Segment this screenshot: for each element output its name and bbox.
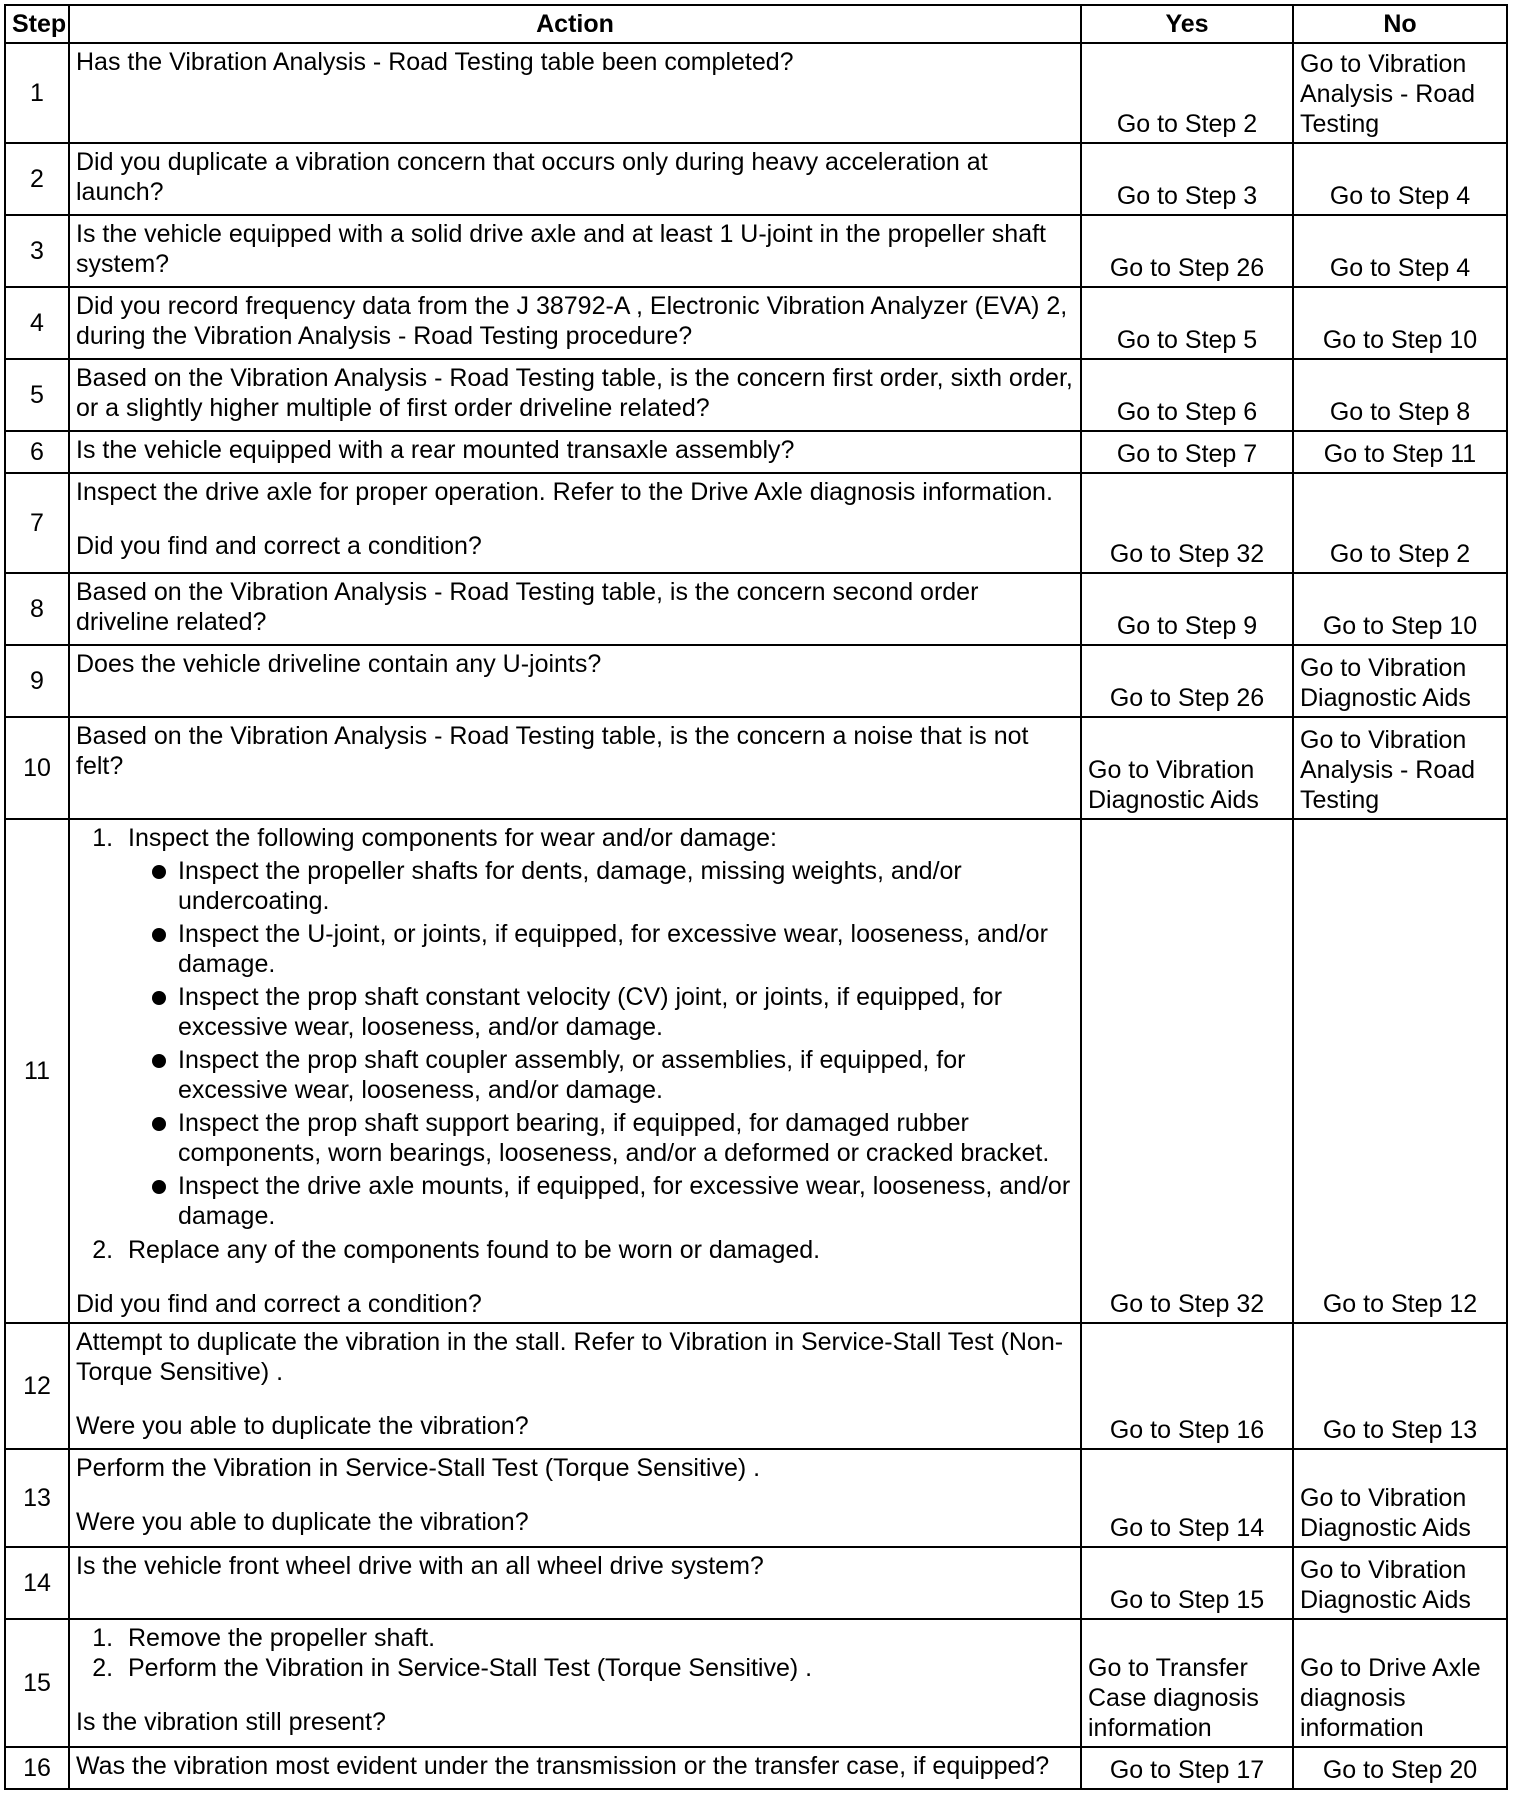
table-row bbox=[5, 1747, 1507, 1789]
no-cell: Go to Step 12 bbox=[1293, 819, 1507, 1323]
no-cell: Go to Drive Axle diagnosis information bbox=[1293, 1619, 1507, 1747]
yes-cell: Go to Step 5 bbox=[1081, 287, 1293, 359]
bullet-item: Inspect the U-joint, or joints, if equipped, for excessive wear, looseness, and/or damage. bbox=[148, 919, 1074, 979]
bullet-item: Inspect the prop shaft constant velocity (CV) joint, or joints, if equipped, for excessive wear, looseness, and/or damage. bbox=[148, 982, 1074, 1042]
table-row bbox=[5, 819, 1507, 1323]
action-cell bbox=[69, 215, 1081, 287]
no-cell: Go to Step 20 bbox=[1293, 1747, 1507, 1789]
table-row bbox=[5, 287, 1507, 359]
table-row bbox=[5, 1619, 1507, 1747]
action-question: Were you able to duplicate the vibration? bbox=[76, 1412, 529, 1440]
yes-cell: Go to Transfer Case diagnosis information bbox=[1081, 1619, 1293, 1747]
action-question: Is the vibration still present? bbox=[76, 1708, 386, 1736]
yes-cell: Go to Step 26 bbox=[1081, 645, 1293, 717]
table-row bbox=[5, 1449, 1507, 1547]
yes-cell: Go to Vibration Diagnostic Aids bbox=[1081, 717, 1293, 819]
no-cell: Go to Step 10 bbox=[1293, 287, 1507, 359]
action-cell bbox=[69, 431, 1081, 473]
action-cell bbox=[69, 287, 1081, 359]
yes-cell: Go to Step 6 bbox=[1081, 359, 1293, 431]
step-number: 2 bbox=[5, 143, 69, 215]
action-cell bbox=[69, 645, 1081, 717]
action-cell bbox=[69, 1619, 1081, 1747]
step-number: 7 bbox=[5, 473, 69, 573]
action-question: Did you find and correct a condition? bbox=[76, 1290, 482, 1318]
step-number: 15 bbox=[5, 1619, 69, 1747]
step-number: 11 bbox=[5, 819, 69, 1323]
action-text: Is the vehicle equipped with a solid drive axle and at least 1 U-joint in the propeller shaft system? bbox=[76, 220, 1047, 278]
action-cell bbox=[69, 143, 1081, 215]
step-number: 6 bbox=[5, 431, 69, 473]
action-text: Was the vibration most evident under the transmission or the transfer case, if equipped? bbox=[76, 1752, 1050, 1780]
action-cell bbox=[69, 717, 1081, 819]
no-cell: Go to Step 10 bbox=[1293, 573, 1507, 645]
table-body-step-11 bbox=[5, 819, 1507, 1323]
table-row bbox=[5, 717, 1507, 819]
table-row bbox=[5, 1547, 1507, 1619]
bullet-item: Inspect the drive axle mounts, if equipped, for excessive wear, looseness, and/or damage. bbox=[148, 1171, 1074, 1231]
diagnostic-table-container bbox=[4, 4, 1506, 1790]
action-numbered-list bbox=[76, 823, 1074, 1265]
header-yes: Yes bbox=[1081, 5, 1293, 43]
action-text: Did you duplicate a vibration concern that occurs only during heavy acceleration at launch? bbox=[76, 148, 988, 206]
header-action: Action bbox=[69, 5, 1081, 43]
no-cell: Go to Vibration Diagnostic Aids bbox=[1293, 1449, 1507, 1547]
action-text: Is the vehicle front wheel drive with an all wheel drive system? bbox=[76, 1552, 764, 1580]
bullet-list bbox=[128, 856, 1074, 1231]
list-item bbox=[120, 823, 1074, 1231]
step-number: 1 bbox=[5, 43, 69, 143]
action-text: Did you record frequency data from the J 38792-A , Electronic Vibration Analyzer (EVA) 2, during the Vibration Analysis - Road Testing procedure? bbox=[76, 292, 1068, 350]
step-number: 10 bbox=[5, 717, 69, 819]
table-row bbox=[5, 43, 1507, 143]
yes-cell: Go to Step 9 bbox=[1081, 573, 1293, 645]
list-item bbox=[120, 1235, 1074, 1265]
action-question: Were you able to duplicate the vibration? bbox=[76, 1508, 529, 1536]
action-cell bbox=[69, 819, 1081, 1323]
yes-cell: Go to Step 26 bbox=[1081, 215, 1293, 287]
table-row bbox=[5, 473, 1507, 573]
no-cell: Go to Vibration Analysis - Road Testing bbox=[1293, 717, 1507, 819]
action-text: Attempt to duplicate the vibration in the stall. Refer to Vibration in Service-Stall Test (Non-Torque Sensitive) . bbox=[76, 1328, 1064, 1386]
bullet-item: Inspect the propeller shafts for dents, damage, missing weights, and/or undercoating. bbox=[148, 856, 1074, 916]
step-number: 12 bbox=[5, 1323, 69, 1449]
action-cell bbox=[69, 1449, 1081, 1547]
bullet-item: Inspect the prop shaft support bearing, if equipped, for damaged rubber components, worn bearings, looseness, and/or a deformed or cracked bracket. bbox=[148, 1108, 1074, 1168]
table-row bbox=[5, 143, 1507, 215]
action-cell bbox=[69, 573, 1081, 645]
no-cell: Go to Step 4 bbox=[1293, 143, 1507, 215]
action-question: Did you find and correct a condition? bbox=[76, 532, 482, 560]
table-body-step-15 bbox=[5, 1619, 1507, 1747]
table-row bbox=[5, 1323, 1507, 1449]
no-cell: Go to Vibration Diagnostic Aids bbox=[1293, 645, 1507, 717]
yes-cell: Go to Step 16 bbox=[1081, 1323, 1293, 1449]
action-text: Does the vehicle driveline contain any U-joints? bbox=[76, 650, 602, 678]
no-cell: Go to Step 8 bbox=[1293, 359, 1507, 431]
step-number: 9 bbox=[5, 645, 69, 717]
no-cell: Go to Step 4 bbox=[1293, 215, 1507, 287]
table-header-row bbox=[5, 5, 1507, 43]
action-text: Based on the Vibration Analysis - Road Testing table, is the concern a noise that is not felt? bbox=[76, 722, 1029, 780]
action-cell bbox=[69, 473, 1081, 573]
table-row bbox=[5, 215, 1507, 287]
action-cell bbox=[69, 43, 1081, 143]
list-item: 2. Perform the Vibration in Service-Stall Test (Torque Sensitive) . bbox=[120, 1653, 1074, 1683]
no-cell: Go to Step 11 bbox=[1293, 431, 1507, 473]
action-cell bbox=[69, 1547, 1081, 1619]
header-step: Step bbox=[5, 5, 69, 43]
action-numbered-list bbox=[76, 1623, 1074, 1683]
action-text: Inspect the drive axle for proper operation. Refer to the Drive Axle diagnosis information. bbox=[76, 478, 1053, 506]
step-number: 16 bbox=[5, 1747, 69, 1789]
table-body-part-2 bbox=[5, 1323, 1507, 1619]
no-cell: Go to Step 2 bbox=[1293, 473, 1507, 573]
header-no: No bbox=[1293, 5, 1507, 43]
table-body-part-3 bbox=[5, 1747, 1507, 1789]
table-body-part-1 bbox=[5, 43, 1507, 819]
yes-cell: Go to Step 32 bbox=[1081, 819, 1293, 1323]
action-text: Based on the Vibration Analysis - Road Testing table, is the concern second order driveline related? bbox=[76, 578, 979, 636]
yes-cell: Go to Step 7 bbox=[1081, 431, 1293, 473]
step-number: 8 bbox=[5, 573, 69, 645]
list-item: 1. Remove the propeller shaft. bbox=[120, 1623, 1074, 1653]
action-cell bbox=[69, 1323, 1081, 1449]
action-text: Is the vehicle equipped with a rear mounted transaxle assembly? bbox=[76, 436, 795, 464]
bullet-item: Inspect the prop shaft coupler assembly, or assemblies, if equipped, for excessive wear, looseness, and/or damage. bbox=[148, 1045, 1074, 1105]
no-cell: Go to Step 13 bbox=[1293, 1323, 1507, 1449]
action-text: Perform the Vibration in Service-Stall Test (Torque Sensitive) . bbox=[76, 1454, 761, 1482]
step-number: 3 bbox=[5, 215, 69, 287]
table-row bbox=[5, 431, 1507, 473]
step-number: 5 bbox=[5, 359, 69, 431]
table-row bbox=[5, 359, 1507, 431]
diagnostic-table bbox=[4, 4, 1508, 1790]
action-cell bbox=[69, 1747, 1081, 1789]
no-cell: Go to Vibration Diagnostic Aids bbox=[1293, 1547, 1507, 1619]
yes-cell: Go to Step 2 bbox=[1081, 43, 1293, 143]
step-number: 13 bbox=[5, 1449, 69, 1547]
step-number: 4 bbox=[5, 287, 69, 359]
yes-cell: Go to Step 14 bbox=[1081, 1449, 1293, 1547]
yes-cell: Go to Step 17 bbox=[1081, 1747, 1293, 1789]
action-text: Based on the Vibration Analysis - Road Testing table, is the concern first order, sixth order, or a slightly higher multiple of first order driveline related? bbox=[76, 364, 1073, 422]
table-row bbox=[5, 645, 1507, 717]
action-text: Has the Vibration Analysis - Road Testing table been completed? bbox=[76, 48, 794, 76]
step-number: 14 bbox=[5, 1547, 69, 1619]
action-cell bbox=[69, 359, 1081, 431]
yes-cell: Go to Step 32 bbox=[1081, 473, 1293, 573]
list-item-text: Inspect the following components for wear and/or damage: bbox=[128, 824, 777, 852]
table-row bbox=[5, 573, 1507, 645]
list-item-text: Replace any of the components found to be worn or damaged. bbox=[128, 1236, 821, 1264]
no-cell: Go to Vibration Analysis - Road Testing bbox=[1293, 43, 1507, 143]
yes-cell: Go to Step 15 bbox=[1081, 1547, 1293, 1619]
yes-cell: Go to Step 3 bbox=[1081, 143, 1293, 215]
